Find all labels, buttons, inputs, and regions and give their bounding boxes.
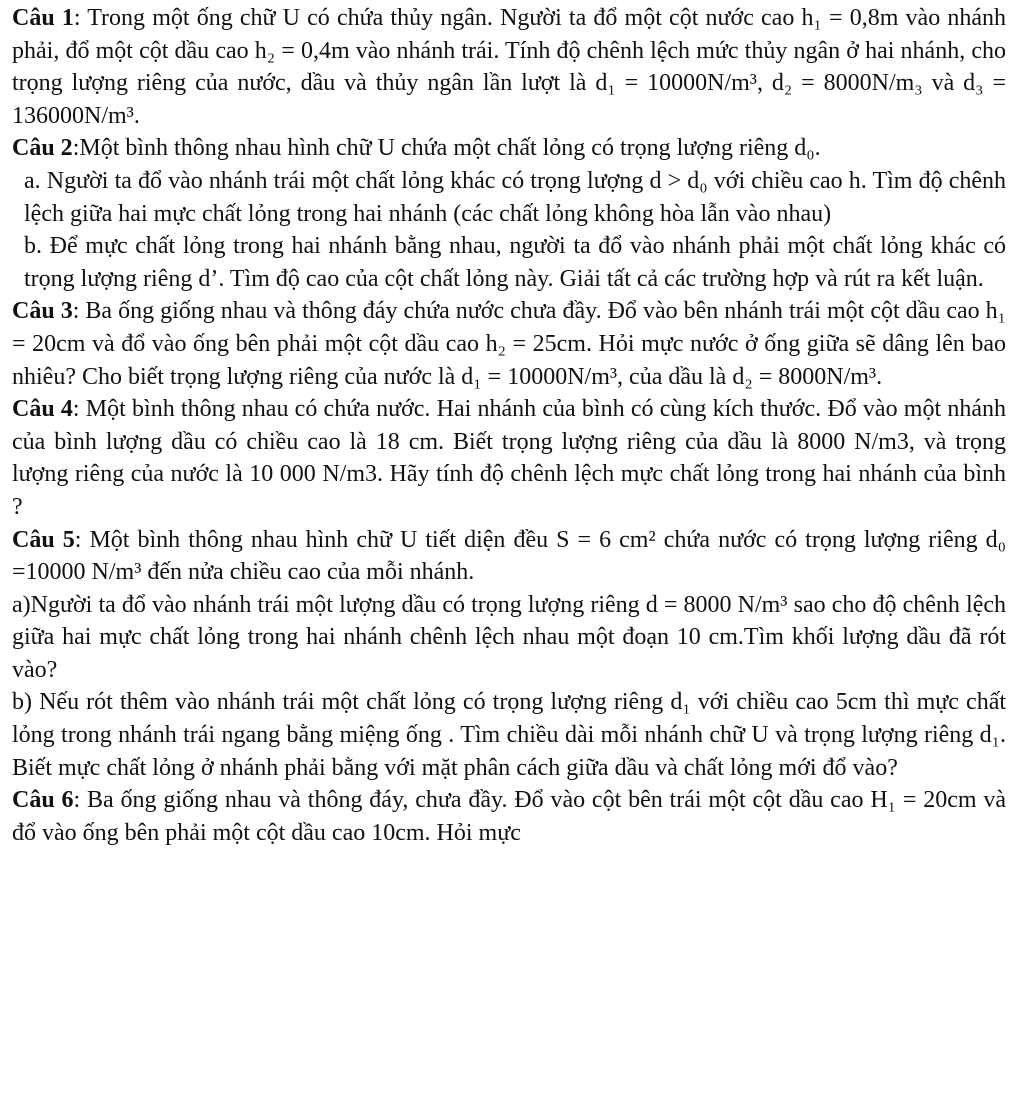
question-2-part-a — [12, 165, 1006, 230]
question-3-line-3: 25cm. Hỏi mực nước ở ống giữa sẽ dâng lên bao nhiêu? Cho biết trọng lượng — [12, 330, 1007, 390]
question-5-line-9: bằng với mặt phân cách giữa dầu và chất lỏng mới đổ vào? — [331, 754, 898, 781]
question-4-line-3: lượng riêng của dầu là 8000 N/m3, và trọng lượng riêng của nước là 10 000 — [12, 428, 1007, 488]
question-6-line-1: : Ba ống giống nhau và thông đáy, chưa đầy. Đổ vào cột bên trái một cột — [73, 787, 782, 814]
question-5-line-7: cao 5cm thì mực chất lỏng trong nhánh trái ngang bằng miệng ống . Tìm chiều — [12, 689, 1007, 749]
question-3-line-2: trái một cột dầu cao h₁ = 20cm và đổ vào ống bên phải một cột dầu cao h₂ = — [12, 298, 1007, 357]
question-5-line-4: sao cho độ chênh lệch giữa hai mực chất lỏng trong hai nhánh chênh lệch nhau — [12, 591, 1007, 651]
question-2 — [12, 132, 1006, 165]
question-6-title: Câu 6 — [12, 787, 74, 814]
question-3-line-4: riêng của nước là d₁ = 10000N/m³, của dầu là d₂ = 8000N/m³. — [289, 363, 883, 390]
question-6-line-2: dầu cao H₁ = 20cm và đổ vào ống bên phải một cột dầu cao 10cm. Hỏi mực — [12, 787, 1007, 846]
question-3-line-1: : Ba ống giống nhau và thông đáy chứa nước chưa đầy. Đổ vào bên nhánh — [72, 298, 783, 325]
question-4-line-1: : Một bình thông nhau có chứa nước. Hai nhánh của bình có cùng kích — [72, 396, 754, 423]
question-2-line-5: chất lỏng không hòa lẫn vào nhau) — [499, 200, 832, 227]
question-5 — [12, 524, 1006, 589]
question-3-title: Câu 3 — [12, 298, 73, 325]
question-1-line-2: h₁ = 0,8m vào nhánh phải, đổ một cột dầu cao h₂ = 0,4m vào nhánh trái. Tính độ — [12, 5, 1006, 64]
question-5-line-8: dài mỗi nhánh chữ U và trọng lượng riêng d₁. Biết mực chất lỏng ở nhánh phải — [12, 722, 1007, 781]
question-3 — [12, 295, 1006, 393]
question-1-line-3: chênh lệch mức thủy ngân ở hai nhánh, cho trọng lượng riêng của nước, dầu và — [12, 37, 1006, 97]
question-6 — [12, 784, 1006, 849]
question-2-line-8: Giải tất cả các trường hợp và rút ra kết luận. — [559, 265, 984, 292]
question-4 — [12, 393, 1006, 523]
question-5-part-a — [12, 589, 1006, 687]
question-5-line-6: b) Nếu rót thêm vào nhánh trái một chất lỏng có trọng lượng riêng d₁ với chiều — [12, 689, 789, 716]
question-2-line-2: riêng d₀. — [738, 135, 821, 162]
question-2-line-1: :Một bình thông nhau hình chữ U chứa một chất lỏng có trọng lượng — [72, 135, 733, 162]
question-2-title: Câu 2 — [12, 135, 73, 162]
question-2-line-6: b. Để mực chất lỏng trong hai nhánh bằng nhau, người ta đổ vào nhánh phải — [24, 233, 780, 260]
question-5-line-1: : Một bình thông nhau hình chữ U tiết diện đều S = 6 cm² chứa nước có — [74, 526, 798, 553]
question-1-title: Câu 1 — [12, 5, 74, 31]
question-1 — [12, 2, 1006, 132]
question-1-line-1: : Trong một ống chữ U có chứa thủy ngân. Người ta đổ một cột nước cao — [73, 5, 795, 31]
question-5-line-3: a)Người ta đổ vào nhánh trái một lượng dầu có trọng lượng riêng d = 8000 N/m³ — [12, 591, 788, 618]
question-5-line-2: trọng lượng riêng d₀ =10000 N/m³ đến nửa chiều cao của mỗi nhánh. — [12, 526, 1007, 586]
question-2-line-7: một chất lỏng khác có trọng lượng riêng d’. Tìm độ cao của cột chất lỏng này. — [24, 233, 1007, 292]
question-5-title: Câu 5 — [12, 526, 75, 553]
question-2-part-b — [12, 230, 1006, 295]
question-4-line-4: N/m3. Hãy tính độ chênh lệch mực chất lỏng trong hai nhánh của bình ? — [12, 461, 1007, 520]
question-4-title: Câu 4 — [12, 396, 73, 423]
question-2-line-3: a. Người ta đổ vào nhánh trái một chất lỏng khác có trọng lượng d > d₀ với — [24, 167, 746, 194]
question-5-part-b — [12, 686, 1006, 784]
question-1-line-4: thủy ngân lần lượt là d₁ = 10000N/m³, d₂ = 8000N/m₃ và d₃ = 136000N/m³. — [12, 70, 1006, 129]
question-2-line-4: chiều cao h. Tìm độ chênh lệch giữa hai mực chất lỏng trong hai nhánh (các — [24, 167, 1007, 227]
question-5-line-5: một đoạn 10 cm.Tìm khối lượng dầu đã rót vào? — [12, 624, 1007, 683]
question-4-line-2: thước. Đổ vào một nhánh của bình lượng dầu có chiều cao là 18 cm. Biết trọng — [12, 396, 1007, 455]
